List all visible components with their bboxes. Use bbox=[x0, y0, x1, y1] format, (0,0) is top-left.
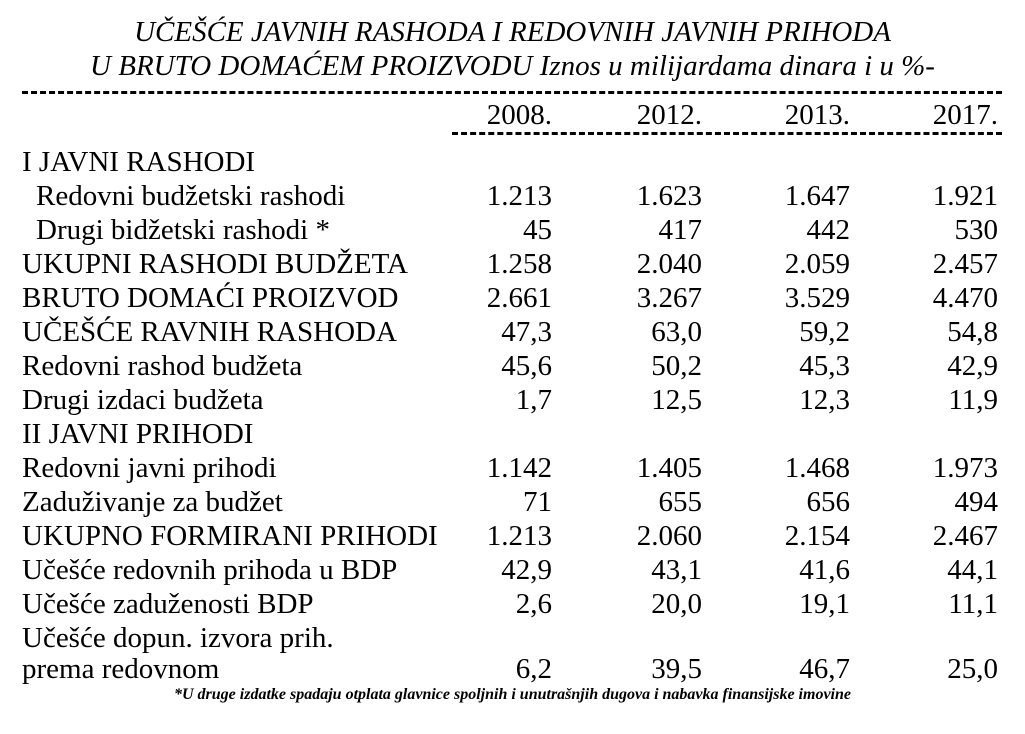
table-row bbox=[22, 553, 1000, 587]
cell-value: 655 bbox=[658, 486, 702, 518]
cell-value: 44,1 bbox=[947, 554, 998, 586]
cell-value: 1.213 bbox=[486, 180, 552, 212]
cell-value: 11,1 bbox=[948, 588, 998, 620]
row-label: UČEŠĆE RAVNIH RASHODA bbox=[22, 316, 397, 348]
table-row bbox=[22, 281, 1000, 315]
cell-value: 43,1 bbox=[651, 554, 702, 586]
table-row bbox=[22, 485, 1000, 519]
section-heading-javni-prihodi bbox=[22, 417, 1000, 451]
row-label: BRUTO DOMAĆI PROIZVOD bbox=[22, 282, 399, 314]
cell-value: 47,3 bbox=[501, 316, 552, 348]
cell-value: 12,5 bbox=[651, 384, 702, 416]
row-label: Učešće zaduženosti BDP bbox=[22, 588, 314, 620]
row-label: Učešće dopun. izvora prih. bbox=[22, 622, 334, 654]
cell-value: 3.529 bbox=[784, 282, 850, 314]
cell-value: 2.467 bbox=[932, 520, 998, 552]
cell-value: 3.267 bbox=[636, 282, 702, 314]
cell-value: 71 bbox=[523, 486, 552, 518]
table-row bbox=[22, 213, 1000, 247]
cell-value: 2,6 bbox=[515, 588, 552, 620]
cell-value: 1.258 bbox=[486, 248, 552, 280]
cell-value: 1.213 bbox=[486, 520, 552, 552]
title-line-2: U BRUTO DOMAĆEM PROIZVODU Iznos u milijardama dinara i u %- bbox=[90, 50, 935, 82]
table-row bbox=[22, 587, 1000, 621]
table-row bbox=[22, 621, 1000, 655]
cell-value: 45 bbox=[523, 214, 552, 246]
row-label: prema redovnom bbox=[22, 653, 220, 685]
cell-value: 63,0 bbox=[651, 316, 702, 348]
row-label: Drugi izdaci budžeta bbox=[22, 384, 264, 416]
cell-value: 442 bbox=[806, 214, 850, 246]
cell-value: 2.060 bbox=[636, 520, 702, 552]
row-label: Redovni rashod budžeta bbox=[22, 350, 303, 382]
title-line-1: UČEŠĆE JAVNIH RASHODA I REDOVNIH JAVNIH PRIHODA bbox=[134, 16, 891, 48]
cell-value: 494 bbox=[954, 486, 998, 518]
year-header: 2013. bbox=[784, 99, 850, 131]
table-row bbox=[22, 652, 1000, 686]
cell-value: 1.142 bbox=[486, 452, 552, 484]
cell-value: 11,9 bbox=[948, 384, 998, 416]
row-label: II JAVNI PRIHODI bbox=[22, 418, 254, 450]
cell-value: 1.647 bbox=[784, 180, 850, 212]
cell-value: 42,9 bbox=[501, 554, 552, 586]
cell-value: 4.470 bbox=[932, 282, 998, 314]
section-heading-javni-rashodi bbox=[22, 145, 1000, 179]
cell-value: 42,9 bbox=[947, 350, 998, 382]
cell-value: 417 bbox=[658, 214, 702, 246]
cell-value: 2.059 bbox=[784, 248, 850, 280]
row-label: Redovni budžetski rashodi bbox=[36, 180, 346, 212]
cell-value: 1.973 bbox=[932, 452, 998, 484]
table-row bbox=[22, 315, 1000, 349]
table-row bbox=[22, 247, 1000, 281]
cell-value: 59,2 bbox=[799, 316, 850, 348]
row-label: Drugi bidžetski rashodi * bbox=[36, 214, 330, 246]
header-dashed-rule bbox=[452, 132, 1002, 135]
row-label: Zaduživanje za budžet bbox=[22, 486, 283, 518]
cell-value: 530 bbox=[954, 214, 998, 246]
cell-value: 45,6 bbox=[501, 350, 552, 382]
year-header: 2008. bbox=[486, 99, 552, 131]
table-row bbox=[22, 179, 1000, 213]
cell-value: 41,6 bbox=[799, 554, 850, 586]
cell-value: 1.921 bbox=[932, 180, 998, 212]
top-dashed-rule bbox=[22, 91, 1002, 94]
cell-value: 20,0 bbox=[651, 588, 702, 620]
cell-value: 1,7 bbox=[515, 384, 552, 416]
row-label: Redovni javni prihodi bbox=[22, 452, 277, 484]
footnote: *U druge izdatke spadaju otplata glavnice spoljnih i unutrašnjih dugova i nabavka finansijske imovine bbox=[174, 686, 851, 703]
table-row bbox=[22, 519, 1000, 553]
row-label: UKUPNO FORMIRANI PRIHODI bbox=[22, 520, 438, 552]
cell-value: 6,2 bbox=[515, 653, 552, 685]
cell-value: 1.405 bbox=[636, 452, 702, 484]
table-row bbox=[22, 451, 1000, 485]
cell-value: 12,3 bbox=[799, 384, 850, 416]
cell-value: 2.661 bbox=[486, 282, 552, 314]
cell-value: 1.468 bbox=[784, 452, 850, 484]
cell-value: 39,5 bbox=[651, 653, 702, 685]
cell-value: 25,0 bbox=[947, 653, 998, 685]
table-row bbox=[22, 349, 1000, 383]
cell-value: 45,3 bbox=[799, 350, 850, 382]
cell-value: 19,1 bbox=[799, 588, 850, 620]
table-row bbox=[22, 383, 1000, 417]
row-label: Učešće redovnih prihoda u BDP bbox=[22, 554, 398, 586]
cell-value: 2.040 bbox=[636, 248, 702, 280]
row-label: I JAVNI RASHODI bbox=[22, 146, 256, 178]
cell-value: 2.154 bbox=[784, 520, 850, 552]
cell-value: 50,2 bbox=[651, 350, 702, 382]
cell-value: 656 bbox=[806, 486, 850, 518]
year-header-row bbox=[22, 98, 1000, 132]
year-header: 2012. bbox=[636, 99, 702, 131]
cell-value: 46,7 bbox=[799, 653, 850, 685]
row-label: UKUPNI RASHODI BUDŽETA bbox=[22, 248, 408, 280]
year-header: 2017. bbox=[932, 99, 998, 131]
cell-value: 1.623 bbox=[636, 180, 702, 212]
cell-value: 54,8 bbox=[947, 316, 998, 348]
cell-value: 2.457 bbox=[932, 248, 998, 280]
